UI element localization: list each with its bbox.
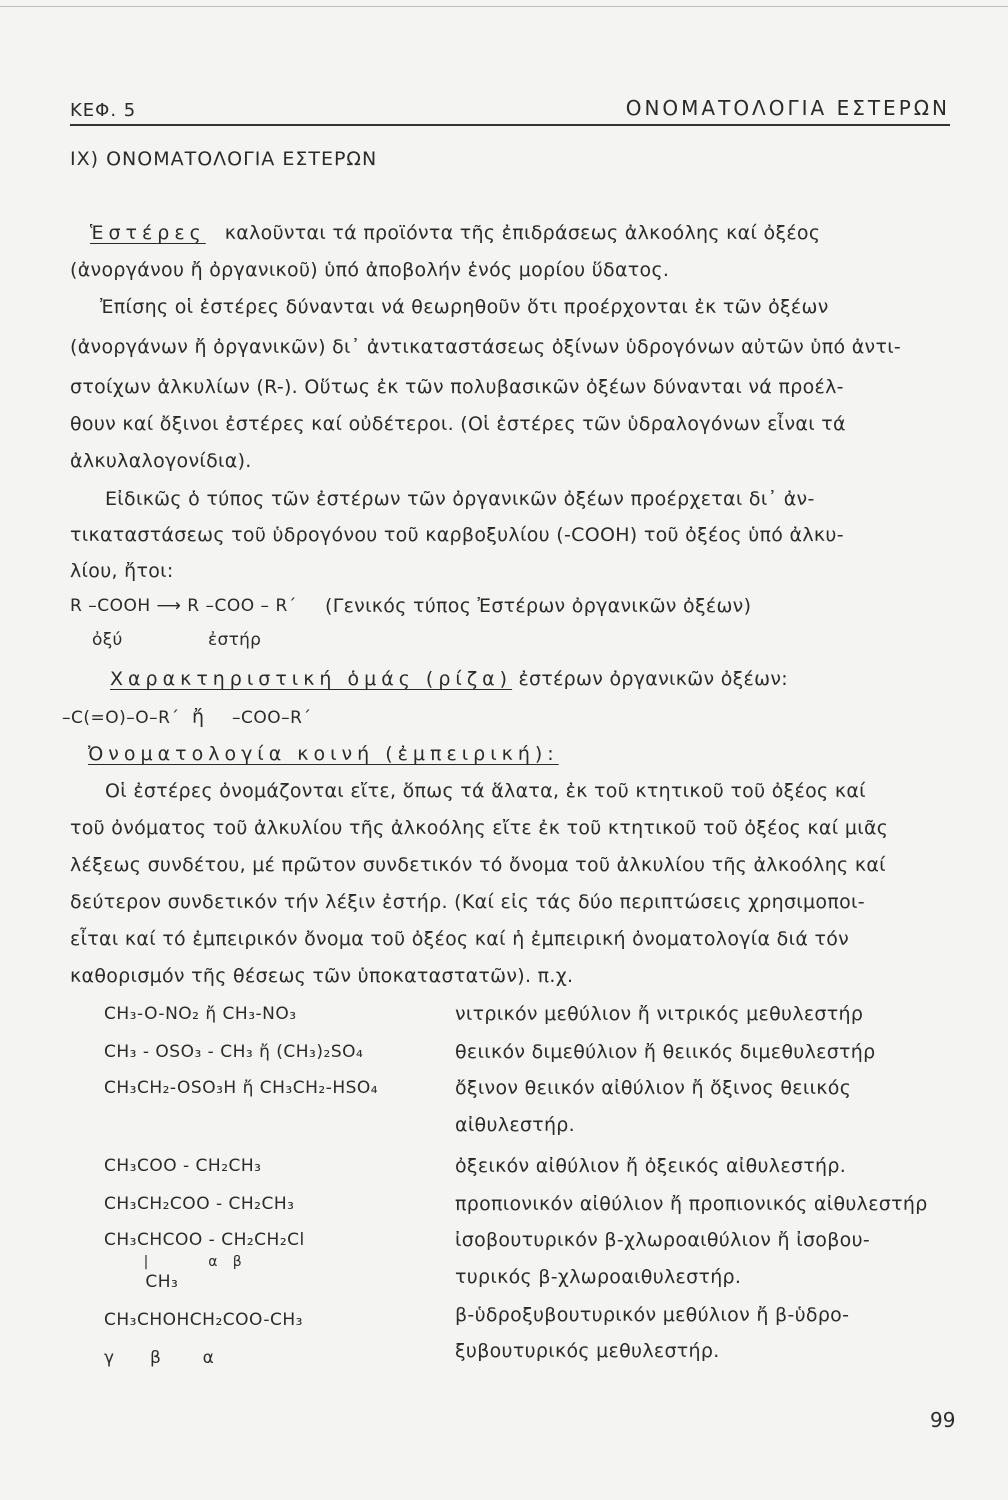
char-group-or: ἤ bbox=[192, 706, 205, 728]
page-number: 99 bbox=[930, 1408, 956, 1432]
example-name-7: β-ὑδροξυβουτυρικόν μεθύλιον ἤ β-ὑδρο- bbox=[455, 1304, 850, 1326]
intro-line-9: τικαταστάσεως τοῦ ὑδρογόνου τοῦ καρβοξυλίου (-COOH) τοῦ ὀξέος ὑπό ἀλκυ- bbox=[70, 524, 844, 546]
example-formula-7-positions: γ β α bbox=[104, 1348, 215, 1368]
nomenclature-line-1: Οἱ ἐστέρες ὀνομάζονται εἴτε, ὅπως τά ἅλατα, ἐκ τοῦ κτητικοῦ τοῦ ὀξέος καί bbox=[105, 780, 866, 802]
intro-line-6: θουν καί ὄξινοι ἐστέρες καί οὐδέτεροι. (Οἱ ἐστέρες τῶν ὑδραλογόνων εἶναι τά bbox=[70, 413, 846, 435]
top-border bbox=[0, 6, 1008, 7]
char-group-formula-b: –COO–R΄ bbox=[232, 708, 312, 728]
nomenclature-line-3: λέξεως συνδέτου, μέ πρῶτον συνδετικόν τό ὄνομα τοῦ ἀλκυλίου τῆς ἀλκοόλης καί bbox=[70, 854, 886, 876]
term-esters: Ἑστέρες bbox=[90, 222, 206, 244]
example-formula-4: CH₃COO - CH₂CH₃ bbox=[104, 1156, 262, 1176]
section-number: IX) bbox=[70, 148, 100, 170]
nomenclature-line-4: δεύτερον συνδετικόν τήν λέξιν ἐστήρ. (Καί εἰς τάς δύο περιπτώσεις χρησιμοποι- bbox=[70, 891, 865, 913]
example-formula-2: CH₃ - OSO₃ - CH₃ ἤ (CH₃)₂SO₄ bbox=[104, 1042, 364, 1062]
section-title: ΟΝΟΜΑΤΟΛΟΓΙΑ ΕΣΤΕΡΩΝ bbox=[106, 148, 378, 170]
general-formula-note: (Γενικός τύπος Ἐστέρων ὀργανικῶν ὀξέων) bbox=[325, 595, 752, 617]
chapter-label: ΚΕΦ. 5 bbox=[70, 100, 137, 121]
intro-line-5: στοίχων ἀλκυλίων (R-). Οὕτως ἐκ τῶν πολυβασικῶν ὀξέων δύνανται νά προέλ- bbox=[70, 376, 844, 398]
example-formula-6-methyl: CH₃ bbox=[104, 1272, 179, 1292]
label-ester: ἐστήρ bbox=[208, 630, 262, 650]
example-formula-7: CH₃CHOHCH₂COO-CH₃ bbox=[104, 1310, 303, 1330]
char-group-heading: Χαρακτηριστική ὁμάς (ρίζα) bbox=[110, 668, 513, 690]
intro-line-3: Ἐπίσης οἱ ἐστέρες δύνανται νά θεωρηθοῦν ὅτι προέρχονται ἐκ τῶν ὀξέων bbox=[100, 296, 829, 318]
example-name-1: νιτρικόν μεθύλιον ἤ νιτρικός μεθυλεστήρ bbox=[455, 1003, 864, 1025]
example-name-2: θειικόν διμεθύλιον ἤ θειικός διμεθυλεστήρ bbox=[455, 1041, 876, 1063]
char-group-line bbox=[110, 668, 788, 690]
header-rule bbox=[70, 124, 950, 126]
example-name-4: ὀξεικόν αἰθύλιον ἤ ὀξεικός αἰθυλεστήρ. bbox=[455, 1155, 847, 1177]
example-formula-6: CH₃CHCOO - CH₂CH₂Cl bbox=[104, 1230, 305, 1250]
general-reaction: R –COOH ⟶ R –COO – R΄ bbox=[70, 596, 297, 616]
nomenclature-line-6: καθορισμόν τῆς θέσεως τῶν ὑποκαταστατῶν). π.χ. bbox=[70, 965, 574, 987]
example-formula-1: CH₃-O-NO₂ ἤ CH₃-NO₃ bbox=[104, 1004, 297, 1024]
nomenclature-heading bbox=[88, 743, 559, 765]
char-group-formula-a: –C(=O)–O–R΄ bbox=[62, 708, 180, 728]
running-title: ΟΝΟΜΑΤΟΛΟΓΙΑ ΕΣΤΕΡΩΝ bbox=[625, 96, 950, 120]
example-name-5: προπιονικόν αἰθύλιον ἤ προπιονικός αἰθυλεστήρ bbox=[455, 1193, 928, 1215]
intro-line-8: Εἰδικῶς ὁ τύπος τῶν ἐστέρων τῶν ὀργανικῶν ὀξέων προέρχεται δι᾽ ἀν- bbox=[105, 488, 815, 510]
example-name-7b: ξυβουτυρικός μεθυλεστήρ. bbox=[455, 1340, 720, 1362]
example-name-6b: τυρικός β-χλωροαιθυλεστήρ. bbox=[455, 1266, 742, 1288]
example-formula-5: CH₃CH₂COO - CH₂CH₃ bbox=[104, 1194, 295, 1214]
nomenclature-heading-text: Ὀνοματολογία κοινή (ἐμπειρική): bbox=[88, 743, 559, 765]
intro-line-4: (ἀνοργάνων ἤ ὀργανικῶν) δι᾽ ἀντικαταστάσεως ὀξίνων ὑδρογόνων αὐτῶν ὑπό ἀντι- bbox=[70, 336, 902, 358]
nomenclature-line-5: εἶται καί τό ἐμπειρικόν ὄνομα τοῦ ὀξέος καί ἡ ἐμπειρική ὀνοματολογία διά τόν bbox=[70, 928, 850, 950]
nomenclature-line-2: τοῦ ὀνόματος τοῦ ἀλκυλίου τῆς ἀλκοόλης εἴτε ἐκ τοῦ κτητικοῦ τοῦ ὀξέος καί μιᾶς bbox=[70, 817, 889, 839]
intro-line-10: λίου, ἤτοι: bbox=[70, 560, 174, 582]
example-name-3: ὄξινον θειικόν αἰθύλιον ἤ ὄξινος θειικός bbox=[455, 1077, 852, 1099]
intro-line-1 bbox=[90, 222, 820, 244]
intro-text: καλοῦνται τά προϊόντα τῆς ἐπιδράσεως ἀλκοόλης καί ὀξέος bbox=[224, 222, 821, 244]
example-name-6: ἰσοβουτυρικόν β-χλωροαιθύλιον ἤ ἰσοβου- bbox=[455, 1229, 871, 1251]
intro-line-2: (ἀνοργάνου ἤ ὀργανικοῦ) ὑπό ἀποβολήν ἑνός μορίου ὕδατος. bbox=[70, 259, 670, 281]
section-heading bbox=[70, 148, 377, 170]
example-formula-6-branch: | α β bbox=[104, 1254, 243, 1270]
label-acid: ὀξύ bbox=[92, 630, 123, 650]
char-group-rest: ἐστέρων ὀργανικῶν ὀξέων: bbox=[518, 668, 788, 690]
intro-line-7: ἀλκυλαλογονίδια). bbox=[70, 450, 252, 472]
example-formula-3: CH₃CH₂-OSO₃H ἤ CH₃CH₂-HSO₄ bbox=[104, 1078, 379, 1098]
example-name-3b: αἰθυλεστήρ. bbox=[455, 1114, 576, 1136]
